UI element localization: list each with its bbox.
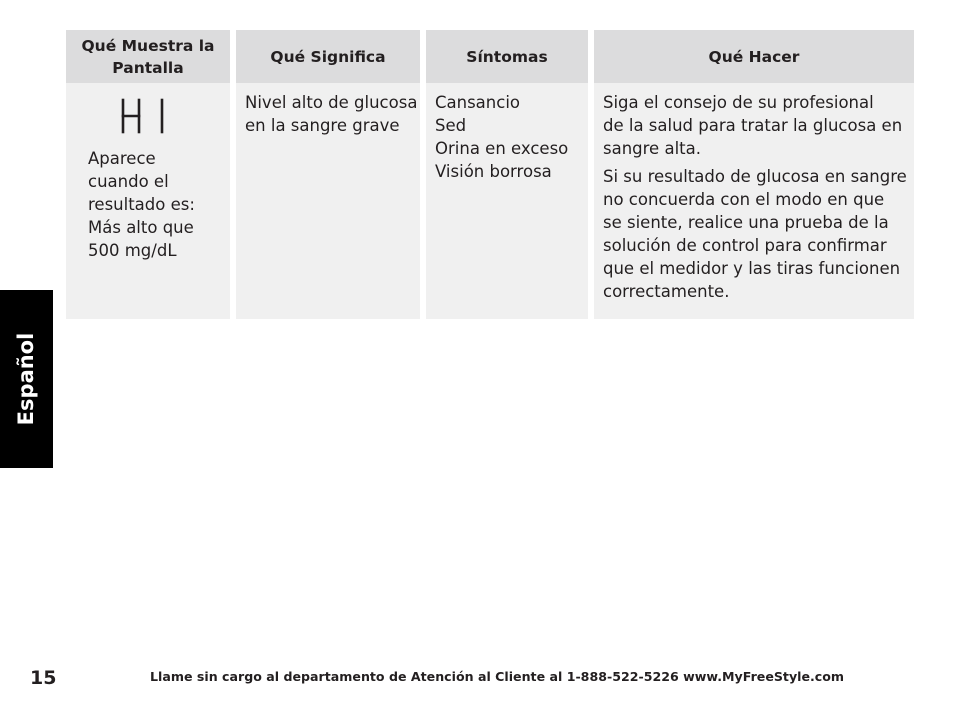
header-col1-line2: Pantalla <box>112 58 184 77</box>
appears-line: Más alto que <box>88 218 194 237</box>
action-line: Siga el consejo de su profesional <box>603 93 874 112</box>
appears-line: 500 mg/dL <box>88 241 177 260</box>
cell-display <box>66 83 230 319</box>
appears-line: resultado es: <box>88 195 195 214</box>
symptom-item: Sed <box>435 116 467 135</box>
action-line: se siente, realice una prueba de la <box>603 213 889 232</box>
page-number: 15 <box>30 667 57 689</box>
header-what-it-means <box>236 30 420 83</box>
customer-service-footer: Llame sin cargo al departamento de Atención al Cliente al 1-888-522-5226 www.MyFreeStyle.com <box>150 669 845 684</box>
action-line: solución de control para confirmar <box>603 236 887 255</box>
action-line: sangre alta. <box>603 139 701 158</box>
header-col3-label: Síntomas <box>466 47 548 66</box>
header-col2-label: Qué Significa <box>270 47 386 66</box>
meaning-line: en la sangre grave <box>245 116 400 135</box>
header-col1-line1: Qué Muestra la <box>81 36 215 55</box>
language-label: Español <box>14 332 38 426</box>
header-col4-label: Qué Hacer <box>708 47 800 66</box>
symptom-item: Visión borrosa <box>435 162 552 181</box>
appears-line: Aparece <box>88 149 156 168</box>
header-what-display-shows <box>66 30 230 83</box>
display-appears-text <box>88 147 195 262</box>
symptom-item: Orina en exceso <box>435 139 569 158</box>
appears-line: cuando el <box>88 172 169 191</box>
symptom-item: Cansancio <box>435 93 521 112</box>
action-line: no concuerda con el modo en que <box>603 190 885 209</box>
glucose-results-table <box>66 30 914 319</box>
action-line: de la salud para tratar la glucosa en <box>603 116 903 135</box>
action-line: Si su resultado de glucosa en sangre <box>603 167 907 186</box>
cell-meaning <box>236 83 420 319</box>
cell-what-to-do <box>594 83 914 319</box>
cell-symptoms <box>426 83 588 319</box>
header-what-to-do <box>594 30 914 83</box>
header-symptoms <box>426 30 588 83</box>
action-paragraph-1 <box>603 91 905 160</box>
language-side-tab <box>0 290 53 468</box>
meaning-line: Nivel alto de glucosa <box>245 93 418 112</box>
action-line: que el medidor y las tiras funcionen <box>603 259 901 278</box>
action-paragraph-2 <box>603 165 905 303</box>
meter-display-hi-icon <box>120 97 168 135</box>
action-line: correctamente. <box>603 282 730 301</box>
